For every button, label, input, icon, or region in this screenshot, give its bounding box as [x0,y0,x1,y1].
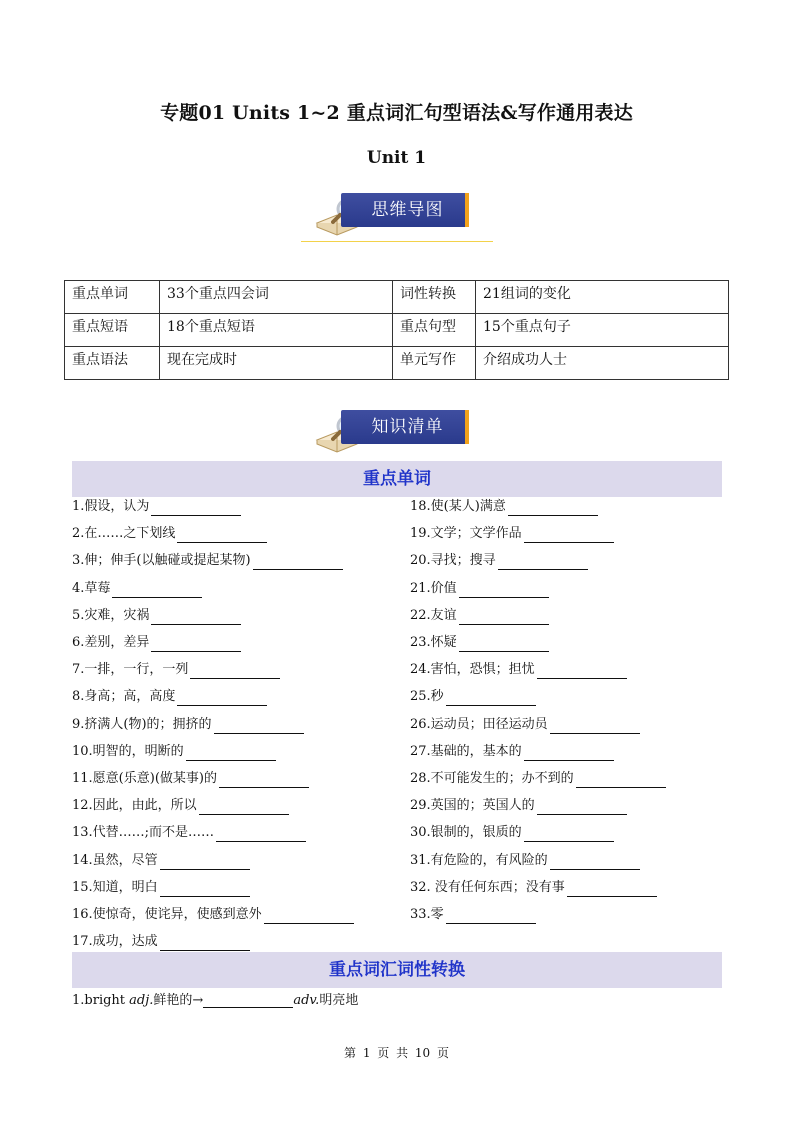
page-title: 专题01 Units 1~2 重点词汇句型语法&写作通用表达 [160,102,633,124]
word-prompt: 16.使惊奇，使诧异，使感到意外 [72,907,262,922]
knowledge-list-banner [313,408,473,454]
word-item [410,852,640,870]
word-prompt: 27.基础的，基本的 [410,743,522,759]
word-prompt: 25.秒 [410,689,444,705]
answer-blank[interactable] [160,936,250,951]
word-prompt: 32. 没有任何东西；没有事 [410,879,565,895]
table-cell: 33个重点四会词 [160,281,393,314]
word-prompt: 6.差别，差异 [72,635,150,650]
answer-blank[interactable] [199,800,289,815]
word-item [72,607,241,625]
word-item [410,607,549,625]
table-row [65,281,729,314]
answer-blank[interactable] [177,691,267,706]
word-prompt: 13.代替……;而不是…… [72,825,215,841]
word-item [72,716,304,734]
unit-title: Unit 1 [366,148,427,168]
banner-label: 知识清单 [371,417,444,437]
conversion-word: 1.bright [72,993,126,1008]
table-cell: 重点语法 [65,347,160,380]
word-item [72,688,267,706]
answer-blank[interactable] [498,555,588,570]
answer-blank[interactable] [524,528,614,543]
answer-blank[interactable] [459,610,549,625]
answer-blank[interactable] [151,610,241,625]
answer-blank[interactable] [160,855,250,870]
word-item [72,552,343,570]
table-cell: 单元写作 [393,347,476,380]
conversion-meaning: 明亮地 [319,993,359,1008]
word-item [72,824,306,842]
word-prompt: 29.英国的；英国人的 [410,798,535,814]
answer-blank[interactable] [151,637,241,652]
word-prompt: 19.文学；文学作品 [410,526,522,542]
word-item [410,743,614,761]
answer-blank[interactable] [537,800,627,815]
answer-blank[interactable] [567,882,657,897]
word-item [72,933,250,951]
word-item [410,552,588,570]
word-prompt: 3.伸；伸手(以触碰或提起某物) [72,553,251,569]
answer-blank[interactable] [264,909,354,924]
answer-blank[interactable] [550,719,640,734]
answer-blank[interactable] [524,827,614,842]
table-cell: 重点句型 [393,314,476,347]
table-cell: 21组词的变化 [476,281,729,314]
answer-blank[interactable] [253,555,343,570]
word-item [410,634,549,652]
banner-label: 思维导图 [371,200,444,220]
word-item [72,770,309,788]
word-item [410,688,536,706]
answer-blank[interactable] [186,746,276,761]
section-header-key-words: 重点单词 [72,461,722,497]
word-prompt: 10.明智的，明断的 [72,743,184,759]
word-prompt: 7.一排，一行，一列 [72,662,189,678]
table-cell: 15个重点句子 [476,314,729,347]
word-item [72,743,276,761]
word-prompt: 1.假设，认为 [72,499,150,514]
word-prompt: 31.有危险的，有风险的 [410,852,548,868]
answer-blank[interactable] [550,855,640,870]
word-item [410,797,627,815]
mind-map-banner [313,191,473,237]
answer-blank[interactable] [151,501,241,516]
answer-blank[interactable] [112,583,202,598]
table-row [65,314,729,347]
word-prompt: 8.身高；高，高度 [72,689,176,705]
answer-blank[interactable] [446,691,536,706]
word-item [72,879,250,897]
answer-blank[interactable] [216,827,306,842]
word-item [410,906,536,924]
word-prompt: 24.害怕，恐惧；担忧 [410,662,535,678]
answer-blank[interactable] [537,664,627,679]
overview-table [64,280,729,380]
word-item [72,661,280,679]
word-prompt: 22.友谊 [410,607,457,623]
word-prompt: 12.因此，由此，所以 [72,798,197,814]
answer-blank[interactable] [190,664,280,679]
word-item [72,797,289,815]
table-cell: 18个重点短语 [160,314,393,347]
word-item [410,580,549,598]
table-cell: 重点单词 [65,281,160,314]
word-item [72,906,354,924]
answer-blank[interactable] [508,501,598,516]
conversion-meaning: 鲜艳的→ [153,993,204,1008]
answer-blank[interactable] [203,993,293,1008]
word-prompt: 14.虽然，尽管 [72,852,158,868]
word-item [410,716,640,734]
word-prompt: 26.运动员；田径运动员 [410,716,548,732]
word-item [410,661,627,679]
word-item [72,525,267,543]
divider [301,241,493,242]
word-prompt: 23.怀疑 [410,635,457,650]
table-cell: 词性转换 [393,281,476,314]
answer-blank[interactable] [459,583,549,598]
answer-blank[interactable] [160,882,250,897]
word-item [410,879,657,897]
word-prompt: 17.成功，达成 [72,934,158,950]
word-prompt: 4.草莓 [72,580,111,596]
answer-blank[interactable] [459,637,549,652]
word-item [72,580,202,598]
word-prompt: 21.价值 [410,580,457,596]
conversion-item [72,989,358,1008]
conversion-pos: adj. [129,993,154,1008]
word-prompt: 2.在……之下划线 [72,526,176,542]
conversion-pos: adv. [293,993,320,1008]
answer-blank[interactable] [219,773,309,788]
table-cell: 现在完成时 [160,347,393,380]
word-item [72,634,241,652]
table-cell: 重点短语 [65,314,160,347]
word-item [410,525,614,543]
word-prompt: 33.零 [410,907,444,922]
word-prompt: 30.银制的，银质的 [410,825,522,841]
word-item [72,852,250,870]
word-item [410,770,666,788]
section-header-word-conversion: 重点词汇词性转换 [72,952,722,988]
answer-blank[interactable] [576,773,666,788]
table-cell: 介绍成功人士 [476,347,729,380]
page-footer: 第 1 页 共 10 页 [344,1046,449,1060]
word-prompt: 15.知道，明白 [72,879,158,895]
word-item [410,824,614,842]
word-item [72,498,241,516]
table-row [65,347,729,380]
answer-blank[interactable] [177,528,267,543]
word-prompt: 20.寻找；搜寻 [410,553,496,569]
word-item [410,498,598,516]
answer-blank[interactable] [214,719,304,734]
word-prompt: 18.使(某人)满意 [410,499,506,514]
word-prompt: 5.灾难，灾祸 [72,607,150,623]
answer-blank[interactable] [524,746,614,761]
answer-blank[interactable] [446,909,536,924]
word-prompt: 9.挤满人(物)的；拥挤的 [72,716,212,732]
word-prompt: 28.不可能发生的；办不到的 [410,771,574,786]
word-prompt: 11.愿意(乐意)(做某事)的 [72,771,217,786]
